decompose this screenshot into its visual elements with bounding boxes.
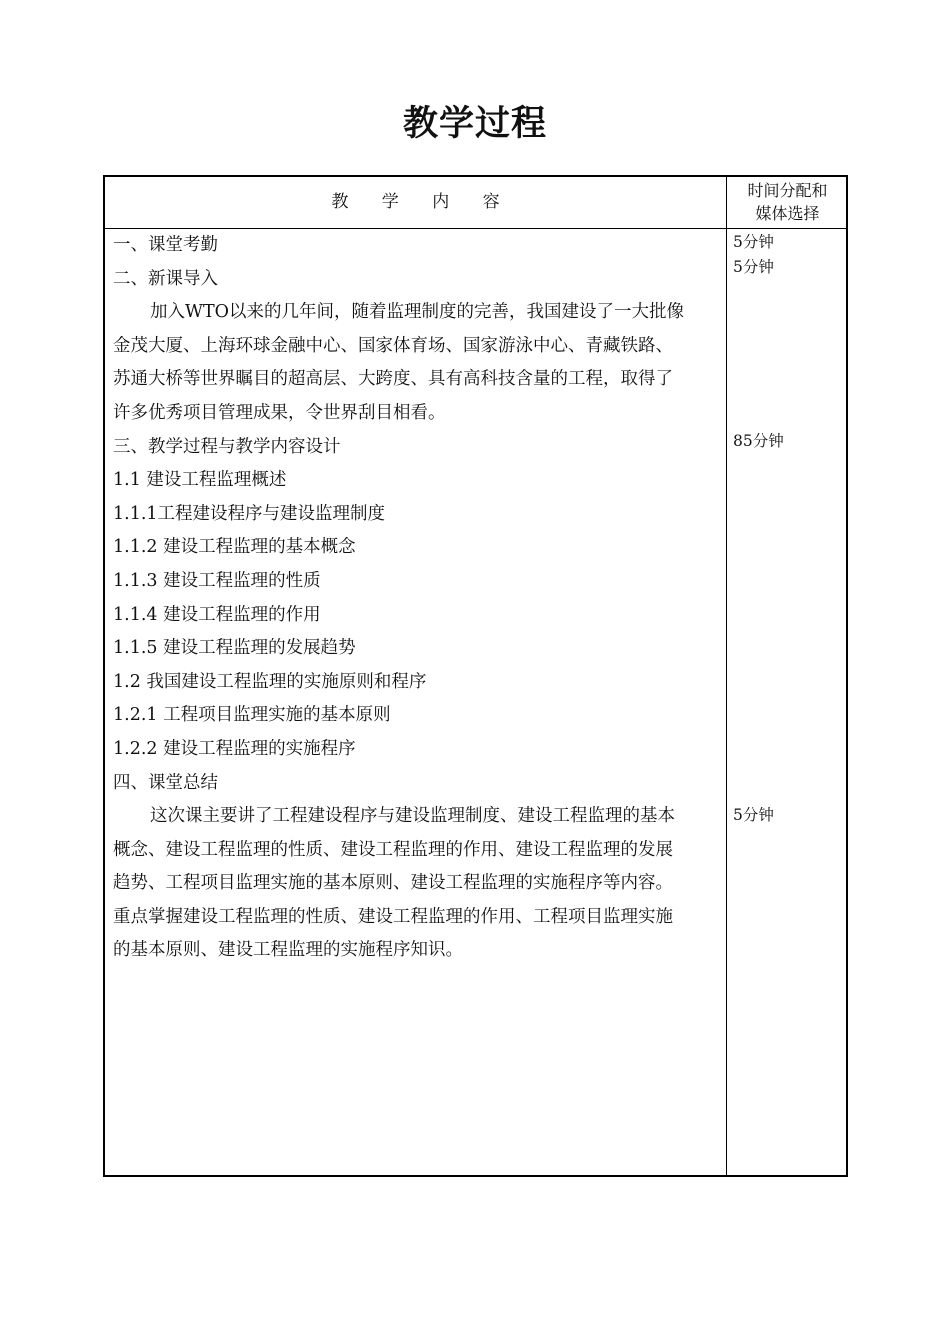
content-line: 趋势、工程项目监理实施的基本原则、建设工程监理的实施程序等内容。 — [113, 873, 673, 894]
time-note-attendance: 5分钟 — [733, 233, 774, 251]
content-line: 加入WTO以来的几年间，随着监理制度的完善，我国建设了一大批像 — [150, 302, 685, 323]
content-line: 1.1.1工程建设程序与建设监理制度 — [113, 503, 386, 524]
content-line: 的基本原则、建设工程监理的实施程序知识。 — [113, 940, 463, 961]
content-line: 1.2.1 工程项目监理实施的基本原则 — [113, 705, 391, 726]
time-header-line-1: 时间分配和 — [747, 181, 828, 200]
lesson-plan-table — [103, 175, 848, 1177]
time-column-header — [727, 179, 848, 225]
content-line: 1.2 我国建设工程监理的实施原则和程序 — [113, 671, 427, 692]
content-line: 许多优秀项目管理成果，令世界刮目相看。 — [113, 402, 446, 423]
content-line: 1.1.4 建设工程监理的作用 — [113, 604, 321, 625]
time-note-summary: 5分钟 — [733, 806, 774, 824]
content-line: 重点掌握建设工程监理的性质、建设工程监理的作用、工程项目监理实施 — [113, 906, 673, 927]
content-line: 概念、建设工程监理的性质、建设工程监理的作用、建设工程监理的发展 — [113, 839, 673, 860]
column-divider — [726, 177, 727, 1175]
content-line: 三、教学过程与教学内容设计 — [113, 436, 341, 457]
content-column-header: 教 学 内 容 — [331, 192, 500, 212]
content-line: 1.1.3 建设工程监理的性质 — [113, 570, 321, 591]
content-line: 1.1.2 建设工程监理的基本概念 — [113, 537, 356, 558]
content-line: 苏通大桥等世界瞩目的超高层、大跨度、具有高科技含量的工程，取得了 — [113, 369, 673, 390]
content-line: 一、课堂考勤 — [113, 235, 218, 255]
teaching-content — [113, 229, 719, 968]
time-note-introduction: 5分钟 — [733, 258, 774, 276]
content-line: 二、新课导入 — [113, 268, 218, 289]
content-line: 1.1.5 建设工程监理的发展趋势 — [113, 638, 356, 659]
content-line: 金茂大厦、上海环球金融中心、国家体育场、国家游泳中心、青藏铁路、 — [113, 335, 673, 356]
content-line: 1.2.2 建设工程监理的实施程序 — [113, 738, 356, 759]
content-line: 四、课堂总结 — [113, 772, 218, 793]
content-line: 这次课主要讲了工程建设程序与建设监理制度、建设工程监理的基本 — [150, 806, 675, 827]
time-note-teaching: 85分钟 — [733, 432, 784, 450]
page-title: 教学过程 — [402, 104, 547, 144]
content-line: 1.1 建设工程监理概述 — [113, 470, 287, 491]
time-header-line-2: 媒体选择 — [755, 204, 820, 223]
